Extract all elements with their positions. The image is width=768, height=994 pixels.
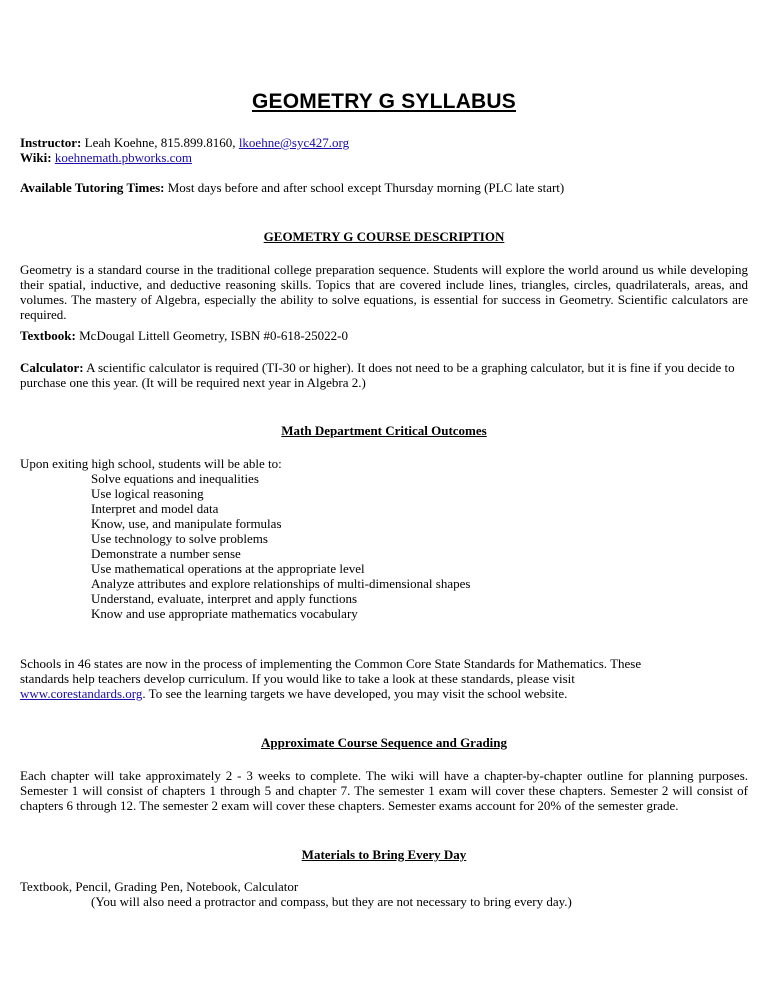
- materials-list: Textbook, Pencil, Grading Pen, Notebook, Calculator: [20, 879, 299, 894]
- list-item: Use mathematical operations at the appropriate level: [91, 561, 365, 576]
- course-description-body: Geometry is a standard course in the traditional college preparation sequence. Students will explore the world around us while developing their spatial, inductive, and deductive reasoning skills. Topics that are covered include lines, triangles, circles, quadrilaterals, areas, and volumes. The mastery of Algebra, especially the ability to solve equations, is essential for success in Geometry. Scientific calculators are required.: [20, 262, 748, 322]
- instructor-text: Leah Koehne, 815.899.8160,: [81, 135, 239, 150]
- page-title: GEOMETRY G SYLLABUS: [252, 90, 516, 113]
- list-item: Solve equations and inequalities: [91, 471, 259, 486]
- list-item: Use technology to solve problems: [91, 531, 268, 546]
- list-item: Understand, evaluate, interpret and apply functions: [91, 591, 358, 606]
- outcomes-heading: Math Department Critical Outcomes: [281, 423, 487, 438]
- materials-heading: Materials to Bring Every Day: [301, 847, 467, 862]
- wiki-label: Wiki:: [20, 150, 52, 165]
- textbook-text: McDougal Littell Geometry, ISBN #0-618-25022-0: [75, 328, 348, 343]
- textbook-line: [20, 328, 748, 343]
- textbook-label: Textbook:: [20, 328, 76, 343]
- common-core-line-3-rest: . To see the learning targets we have developed, you may visit the school website.: [142, 686, 568, 701]
- calculator-paragraph: [20, 360, 748, 390]
- list-item: Know, use, and manipulate formulas: [91, 516, 282, 531]
- instructor-line: [20, 135, 748, 150]
- instructor-label: Instructor:: [20, 135, 82, 150]
- sequence-body: Each chapter will take approximately 2 - 3 weeks to complete. The wiki will have a chapter-by-chapter outline for planning purposes. Semester 1 will consist of chapters 1 through 5 and chapter 7. The semester 1 exam will cover these chapters. Semester 2 will consist of chapters 6 through 12. The semester 2 exam will cover these chapters. Semester exams account for 20% of the semester grade.: [20, 768, 748, 813]
- wiki-link[interactable]: koehnemath.pbworks.com: [54, 150, 193, 165]
- tutoring-label: Available Tutoring Times:: [20, 180, 165, 195]
- wiki-line: [20, 150, 748, 165]
- list-item: Analyze attributes and explore relationships of multi-dimensional shapes: [91, 576, 471, 591]
- instructor-email-link[interactable]: lkoehne@syc427.org: [238, 135, 350, 150]
- common-core-paragraph: [20, 656, 748, 701]
- tutoring-text: Most days before and after school except Thursday morning (PLC late start): [164, 180, 565, 195]
- corestandards-link[interactable]: www.corestandards.org: [20, 686, 143, 701]
- common-core-line-1: Schools in 46 states are now in the process of implementing the Common Core State Standards for Mathematics. These: [20, 656, 642, 671]
- outcomes-list: [20, 471, 748, 621]
- materials-note: (You will also need a protractor and compass, but they are not necessary to bring every day.): [91, 894, 572, 909]
- common-core-line-2: standards help teachers develop curriculum. If you would like to take a look at these standards, please visit: [20, 671, 575, 686]
- calculator-label: Calculator:: [20, 360, 84, 375]
- common-core-line-3: [20, 686, 748, 701]
- tutoring-line: [20, 180, 748, 195]
- calculator-text: A scientific calculator is required (TI-30 or higher). It does not need to be a graphing calculator, but it is fine if you decide to purchase one this year. (It will be required next year in Algebra 2.): [20, 360, 735, 390]
- sequence-heading: Approximate Course Sequence and Grading: [260, 735, 508, 750]
- course-description-heading: GEOMETRY G COURSE DESCRIPTION: [263, 229, 505, 244]
- list-item: Interpret and model data: [91, 501, 219, 516]
- outcomes-intro: Upon exiting high school, students will be able to:: [20, 456, 282, 471]
- list-item: Demonstrate a number sense: [91, 546, 241, 561]
- list-item: Know and use appropriate mathematics vocabulary: [91, 606, 358, 621]
- list-item: Use logical reasoning: [91, 486, 204, 501]
